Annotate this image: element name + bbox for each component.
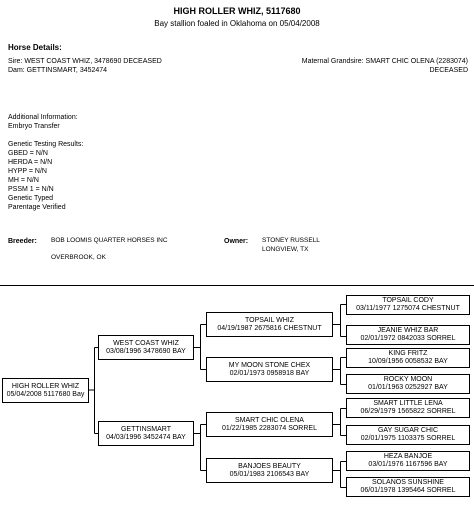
horse-name: TOPSAIL CODY (382, 297, 434, 304)
pedigree-dam (98, 421, 194, 446)
genetic-result: MH = N/N (8, 177, 39, 184)
page-subtitle: Bay stallion foaled in Oklahoma on 05/04/2008 (154, 19, 320, 28)
additional-info-heading: Additional Information: (8, 114, 78, 121)
horse-name: HIGH ROLLER WHIZ (11, 382, 80, 390)
pedigree-dd-sire (346, 451, 470, 471)
horse-info: 05/04/2008 5117680 Bay (6, 390, 85, 398)
horse-name: SOLANOS SUNSHINE (372, 479, 444, 486)
pedigree-sire-sire (206, 312, 333, 337)
horse-name: ROCKY MOON (383, 376, 433, 383)
horse-name: HEZA BANJOE (383, 453, 433, 460)
pedigree-dam-dam (206, 458, 333, 483)
pedigree-ds-dam (346, 425, 470, 445)
horse-info: 01/22/1985 2283074 SORREL (222, 424, 317, 432)
sire-line: Sire: WEST COAST WHIZ, 3478690 DECEASED (8, 58, 162, 65)
horse-name: BANJOES BEAUTY (238, 462, 301, 470)
horse-info: 01/01/1963 0252927 BAY (368, 384, 448, 391)
pedigree-sd-dam (346, 374, 470, 394)
horse-info: 03/08/1996 3478690 BAY (106, 347, 186, 355)
owner-name: STONEY RUSSELL (262, 237, 320, 244)
genetic-result: PSSM 1 = N/N (8, 186, 54, 193)
horse-info: 05/01/1983 2106543 BAY (229, 470, 310, 478)
pedigree-ss-sire (346, 295, 470, 315)
horse-info: 03/01/1976 1167596 BAY (368, 461, 448, 468)
pedigree-ds-sire (346, 398, 470, 418)
genetic-testing-heading: Genetic Testing Results: (8, 141, 84, 148)
horse-name: TOPSAIL WHIZ (244, 316, 294, 324)
genetic-result: GBED = N/N (8, 150, 48, 157)
horse-details-heading: Horse Details: (8, 43, 62, 52)
page-title: HIGH ROLLER WHIZ, 5117680 (173, 6, 301, 16)
horse-info: 10/09/1956 0058532 BAY (368, 358, 448, 365)
owner-label: Owner: (224, 238, 249, 245)
pedigree-subject (2, 378, 89, 403)
horse-name: GAY SUGAR CHIC (377, 427, 439, 434)
horse-name: JEANIE WHIZ BAR (377, 327, 439, 334)
horse-name: GETTINSMART (120, 425, 172, 433)
horse-info: 06/29/1979 1565822 SORREL (360, 408, 456, 415)
maternal-grandsire-status: DECEASED (429, 67, 468, 74)
horse-info: 02/01/1972 0842033 SORREL (360, 335, 456, 342)
genetic-result: Genetic Typed (8, 195, 54, 202)
pedigree-dd-dam (346, 477, 470, 497)
pedigree-sd-sire (346, 348, 470, 368)
horse-info: 02/01/1973 0958918 BAY (229, 369, 310, 377)
breeder-name: BOB LOOMIS QUARTER HORSES INC (51, 237, 168, 244)
horse-info: 03/11/1977 1275074 CHESTNUT (356, 305, 460, 312)
horse-info: 06/01/1978 1395464 SORREL (360, 487, 456, 494)
genetic-result: HYPP = N/N (8, 168, 47, 175)
owner-location: LONGVIEW, TX (262, 246, 309, 253)
horse-name: KING FRITZ (388, 350, 428, 357)
horse-name: SMART CHIC OLENA (235, 416, 304, 424)
horse-name: MY MOON STONE CHEX (228, 361, 311, 369)
horse-name: WEST COAST WHIZ (113, 339, 179, 347)
pedigree-ss-dam (346, 325, 470, 345)
breeder-label: Breeder: (8, 238, 37, 245)
genetic-result: Parentage Verified (8, 204, 66, 211)
maternal-grandsire-line: Maternal Grandsire: SMART CHIC OLENA (2283074) (301, 58, 468, 65)
horse-info: 04/03/1996 3452474 BAY (106, 433, 186, 441)
horse-name: SMART LITTLE LENA (373, 400, 443, 407)
pedigree-sire (98, 335, 194, 360)
pedigree-sire-dam (206, 357, 333, 382)
additional-info-line: Embryo Transfer (8, 123, 60, 130)
dam-line: Dam: GETTINSMART, 3452474 (8, 67, 108, 74)
horse-info: 02/01/1975 1103375 SORREL (360, 435, 456, 442)
breeder-location: OVERBROOK, OK (51, 254, 106, 261)
horse-info: 04/19/1987 2675816 CHESTNUT (217, 324, 322, 332)
genetic-result: HERDA = N/N (8, 159, 53, 166)
pedigree-dam-sire (206, 412, 333, 437)
